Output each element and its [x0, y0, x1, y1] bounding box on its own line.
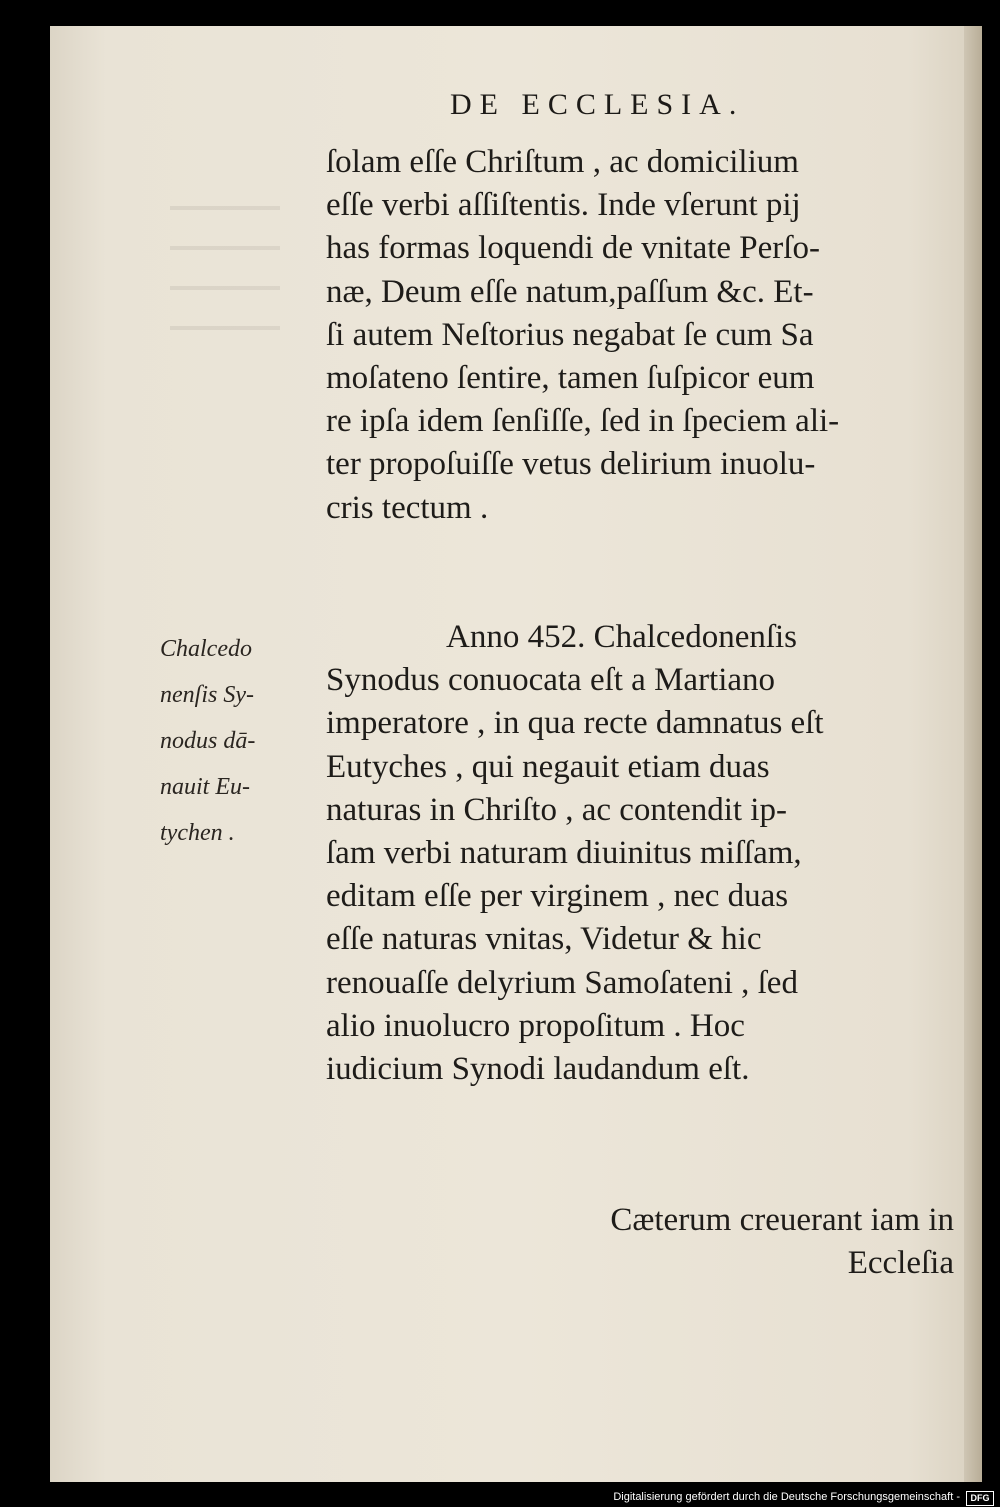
catchword-line: Eccleſia: [847, 1245, 954, 1282]
text-line: naturas in Chriſto , ac contendit ip-: [326, 791, 787, 828]
text-line: næ, Deum eſſe natum,paſſum &c. Et-: [326, 273, 814, 310]
running-head: DE ECCLESIA.: [450, 88, 745, 121]
text-line: imperatore , in qua recte damnatus eſt: [326, 705, 824, 742]
text-line: ſi autem Neſtorius negabat ſe cum Sa: [326, 316, 814, 353]
text-line: has formas loquendi de vnitate Perſo-: [326, 230, 820, 267]
text-line: ſolam eſſe Chriſtum , ac domicilium: [326, 144, 799, 180]
margin-line: Chalcedo: [160, 636, 252, 662]
bleed-through-shadow: [170, 206, 280, 346]
book-page: [50, 26, 982, 1482]
text-line: ter propoſuiſſe vetus delirium inuolu-: [326, 446, 816, 483]
text-line: re ipſa idem ſenſiſſe, ſed in ſpeciem ali-: [326, 403, 840, 440]
text-line: alio inuolucro propoſitum . Hoc: [326, 1007, 745, 1044]
paragraph-two: [326, 616, 966, 1091]
dfg-logo: DFG: [966, 1491, 994, 1506]
margin-line: nenſis Sy-: [160, 682, 254, 708]
text-line: renouaſſe delyrium Samoſateni , ſed: [326, 964, 798, 1001]
catchword-line: Cæterum creuerant iam in: [610, 1202, 954, 1238]
text-line: ſam verbi naturam diuinitus miſſam,: [326, 835, 802, 872]
text-line: iudicium Synodi laudandum eſt.: [326, 1051, 750, 1088]
text-line: Eutyches , qui negauit etiam duas: [326, 748, 770, 785]
text-line: Anno 452. Chalcedonenſis: [446, 619, 798, 655]
page-spine-shadow: [964, 26, 982, 1482]
text-line: eſſe naturas vnitas, Videtur & hic: [326, 921, 762, 958]
margin-line: tychen .: [160, 820, 235, 846]
text-line: cris tectum .: [326, 489, 489, 526]
catchwords: [354, 1199, 954, 1285]
text-line: eſſe verbi aſſiſtentis. Inde vſerunt pij: [326, 187, 801, 224]
text-line: Synodus conuocata eſt a Martiano: [326, 662, 776, 699]
margin-line: nodus dā-: [160, 728, 256, 754]
marginal-note: [160, 626, 330, 856]
margin-line: nauit Eu-: [160, 774, 250, 800]
text-line: editam eſſe per virginem , nec duas: [326, 878, 789, 915]
text-line: moſateno ſentire, tamen ſuſpicor eum: [326, 360, 815, 397]
digitization-credit: Digitalisierung gefördert durch die Deutsche Forschungsgemeinschaft -: [0, 1488, 1000, 1507]
paragraph-one: [326, 141, 966, 530]
